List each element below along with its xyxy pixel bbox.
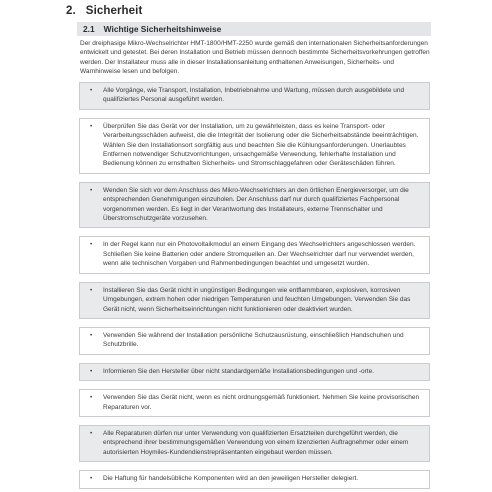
safety-item <box>79 282 430 319</box>
safety-item-text: Überprüfen Sie das Gerät vor der Installation, um zu gewährleisten, dass es keine Transport- oder Verarbeitungsschäden aufweist, die die Integrität der Isolierung oder die Sicherheitsabstände beeinträchtigen. Wählen Sie den Installationsort sorgfältig aus und beachten Sie die Kühlungsanforderungen. Unerlaubtes Entfernen notwendiger Schutzvorrichtungen, unsachgemäße Verwendung, fehlerhafte Installation und Bedienung können zu ernsthaften Sicherheits- und Stromschlaggefahren oder Geräteschäden führen. <box>103 122 419 168</box>
bullet-icon: • <box>90 87 93 94</box>
bullet-icon: • <box>90 122 93 130</box>
safety-item-text: Verwenden Sie während der Installation persönliche Schutzausrüstung, einschließlich Handschuhen und Schutzbrille. <box>103 331 404 349</box>
safety-item <box>79 118 430 174</box>
section-heading <box>66 5 142 17</box>
safety-item-text: Die Haftung für handelsübliche Komponenten wird an den jeweiligen Hersteller delegiert. <box>103 475 359 483</box>
safety-item-text: Alle Reparaturen dürfen nur unter Verwendung von qualifizierten Ersatzteilen durchgeführt werden, die entsprechend ihrer bestimmungsgemäßen Verwendung von einem lizenzierten Auftragnehmer oder einem autorisierten Hoymiles-Kundendienstrepräsentanten eingebaut werden müssen. <box>103 429 409 456</box>
safety-item <box>79 182 430 229</box>
bullet-icon: • <box>90 475 93 483</box>
safety-item-text: Verwenden Sie das Gerät nicht, wenn es nicht ordnungsgemäß funktioniert. Nehmen Sie keine provisorischen Reparaturen vor. <box>103 394 420 411</box>
safety-item <box>79 470 430 488</box>
safety-item-text: Wenden Sie sich vor dem Anschluss des Mikro-Wechselrichters an den örtlichen Energieversorger, um die entsprechenden Genehmigungen einzuholen. Der Anschluss darf nur durch qualifiziertes Fachpersonal vorgenommen werden. Es liegt in der Verantwortung des Installateurs, externe Trennschalter und Überstromschutzgeräte vorzusehen. <box>103 186 409 223</box>
bullet-icon: • <box>90 286 93 294</box>
bullet-icon: • <box>90 394 93 402</box>
safety-list <box>79 82 430 489</box>
bullet-icon: • <box>90 331 93 339</box>
safety-item <box>79 425 430 462</box>
bullet-icon: • <box>90 367 93 375</box>
section-title: Sicherheit <box>85 5 143 17</box>
safety-item-text: Informieren Sie den Hersteller über nicht standardgemäße Installationsbedingungen und -orte. <box>103 367 374 375</box>
intro-paragraph: Der dreiphasige Mikro-Wechselrichter HMT-1800/HMT-2250 wurde gemäß den internationalen Sicherheitsanforderungen entwickelt und getestet. Bei deren Installation und Betrieb müssen dennoch bestimmte Sicherheitsvorkehrungen getroffen werden. Der Installateur muss alle in dieser Installationsanleitung enthaltenen Anweisungen, Sicherheits- und Warnhinweise lesen und befolgen. <box>80 40 430 76</box>
subsection-number: 2.1 <box>83 24 95 34</box>
safety-item <box>79 236 430 273</box>
section-number: 2. <box>66 5 76 17</box>
bullet-icon: • <box>90 186 93 194</box>
safety-item <box>79 389 430 417</box>
safety-item-text: In der Regel kann nur ein Photovoltaikmodul an einem Eingang des Wechselrichters angeschlossen werden. Schließen Sie keine Batterien oder andere Stromquellen an. Der Wechselrichter darf nur verwendet werden, wenn alle technischen Vorgaben und Rahmenbedingungen beachtet und umgesetzt wurden. <box>103 241 416 268</box>
subsection-heading <box>77 22 431 36</box>
safety-item-text: Alle Vorgänge, wie Transport, Installation, Inbetriebnahme und Wartung, müssen durch ausgebildete und qualifiziertes Personal ausgeführt werden. <box>103 87 405 104</box>
bullet-icon: • <box>90 429 93 437</box>
safety-item <box>79 363 430 381</box>
safety-item <box>79 327 430 355</box>
safety-item <box>79 82 430 110</box>
subsection-title: Wichtige Sicherheitshinweise <box>103 24 222 34</box>
bullet-icon: • <box>90 241 93 249</box>
safety-item-text: Installieren Sie das Gerät nicht in ungünstigen Bedingungen wie entflammbaren, explosiven, korrosiven Umgebungen, extrem hohen oder niedrigen Temperaturen und feuchten Umgebungen. Verwenden Sie das Gerät nicht, wenn Sicherheitseinrichtungen nicht funktionieren oder deaktiviert wurden. <box>103 286 411 313</box>
